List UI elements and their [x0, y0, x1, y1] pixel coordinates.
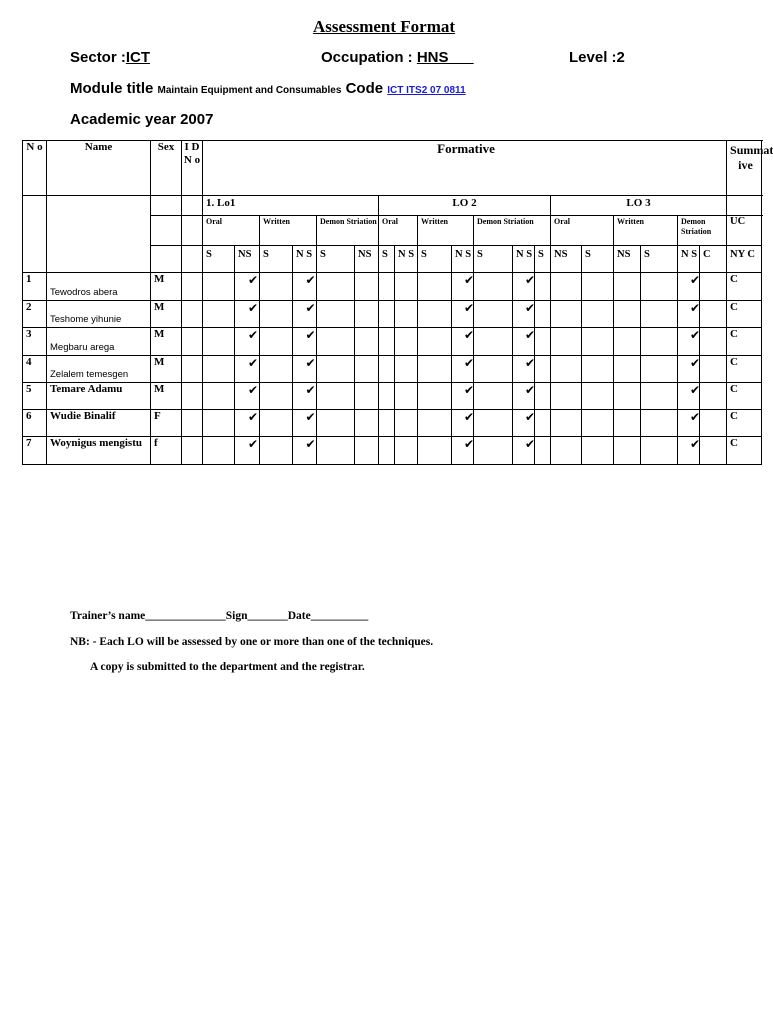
- sector-field: [70, 49, 150, 66]
- sub-ns: N S: [678, 246, 700, 273]
- occupation-label: Occupation :: [321, 49, 417, 66]
- empty-cell: [317, 437, 355, 465]
- check-mark: ✔: [452, 410, 474, 437]
- empty-cell: [203, 301, 235, 328]
- empty-cell: [614, 437, 641, 465]
- empty-cell: [418, 328, 452, 356]
- empty-cell: [551, 273, 582, 301]
- empty-cell: [418, 356, 452, 383]
- check-mark: ✔: [235, 301, 260, 328]
- empty-cell: [474, 383, 513, 410]
- empty-cell: [551, 410, 582, 437]
- empty-cell: [641, 437, 678, 465]
- result-competent: C: [727, 410, 762, 437]
- check-mark: ✔: [678, 301, 700, 328]
- header-blank-id2: [182, 216, 203, 246]
- check-mark: ✔: [293, 410, 317, 437]
- student-name: Megbaru arega: [47, 328, 151, 356]
- empty-cell: [582, 410, 614, 437]
- check-mark: ✔: [293, 437, 317, 465]
- lo3-oral: Oral: [551, 216, 614, 246]
- empty-cell: [641, 410, 678, 437]
- sub-s: S: [203, 246, 235, 273]
- check-mark: ✔: [235, 383, 260, 410]
- header-name: Name: [47, 141, 151, 196]
- student-sex: M: [151, 273, 182, 301]
- empty-cell: [260, 356, 293, 383]
- student-id: [182, 301, 203, 328]
- empty-cell: [260, 383, 293, 410]
- student-name: Temare Adamu: [47, 383, 151, 410]
- empty-cell: [379, 273, 395, 301]
- empty-cell: [418, 410, 452, 437]
- sub-s: S: [535, 246, 551, 273]
- empty-cell: [474, 410, 513, 437]
- row-number: 7: [23, 437, 47, 465]
- empty-cell: [203, 273, 235, 301]
- lo1-written: Written: [260, 216, 317, 246]
- lo3-written: Written: [614, 216, 678, 246]
- student-name: Tewodros abera: [47, 273, 151, 301]
- empty-cell: [551, 301, 582, 328]
- empty-cell: [418, 301, 452, 328]
- sub-s: S: [582, 246, 614, 273]
- lo1-demon: Demon Striation: [317, 216, 379, 246]
- empty-cell: [260, 437, 293, 465]
- header-blank-sex3: [151, 246, 182, 273]
- sub-s: S: [379, 246, 395, 273]
- sub-s: S: [418, 246, 452, 273]
- row-number: 6: [23, 410, 47, 437]
- empty-cell: [474, 356, 513, 383]
- header-lo3: LO 3: [551, 196, 727, 216]
- empty-cell: [641, 356, 678, 383]
- check-mark: ✔: [513, 273, 535, 301]
- table-row: [23, 383, 762, 410]
- level-field: Level :2: [569, 49, 625, 66]
- check-mark: ✔: [452, 273, 474, 301]
- header-blank-id: [182, 196, 203, 216]
- sub-ns: N S: [395, 246, 418, 273]
- check-mark: ✔: [678, 383, 700, 410]
- sub-c: C: [700, 246, 727, 273]
- check-mark: ✔: [235, 328, 260, 356]
- empty-cell: [551, 437, 582, 465]
- empty-cell: [700, 328, 727, 356]
- check-mark: ✔: [452, 356, 474, 383]
- row-number: 3: [23, 328, 47, 356]
- lo2-oral: Oral: [379, 216, 418, 246]
- check-mark: ✔: [293, 356, 317, 383]
- sub-s: S: [474, 246, 513, 273]
- row-number: 1: [23, 273, 47, 301]
- empty-cell: [395, 273, 418, 301]
- empty-cell: [203, 356, 235, 383]
- empty-cell: [395, 328, 418, 356]
- check-mark: ✔: [293, 273, 317, 301]
- empty-cell: [551, 356, 582, 383]
- header-no: N o: [23, 141, 47, 196]
- header-idno: I D N o: [182, 141, 203, 196]
- empty-cell: [395, 383, 418, 410]
- row-number: 2: [23, 301, 47, 328]
- empty-cell: [203, 328, 235, 356]
- empty-cell: [614, 273, 641, 301]
- check-mark: ✔: [452, 383, 474, 410]
- header-sex: Sex: [151, 141, 182, 196]
- result-competent: C: [727, 301, 762, 328]
- empty-cell: [614, 383, 641, 410]
- table-row: [23, 356, 762, 383]
- sector-label: Sector :: [70, 49, 126, 66]
- check-mark: ✔: [513, 328, 535, 356]
- empty-cell: [700, 301, 727, 328]
- empty-cell: [614, 328, 641, 356]
- header-summative: Summat ive: [727, 141, 762, 196]
- empty-cell: [395, 301, 418, 328]
- empty-cell: [535, 273, 551, 301]
- check-mark: ✔: [513, 383, 535, 410]
- empty-cell: [700, 437, 727, 465]
- empty-cell: [317, 328, 355, 356]
- empty-cell: [535, 410, 551, 437]
- empty-cell: [395, 356, 418, 383]
- empty-cell: [614, 410, 641, 437]
- student-name: Wudie Binalif: [47, 410, 151, 437]
- student-sex: M: [151, 356, 182, 383]
- result-competent: C: [727, 356, 762, 383]
- empty-cell: [203, 383, 235, 410]
- empty-cell: [700, 356, 727, 383]
- table-row: [23, 301, 762, 328]
- table-row: [23, 410, 762, 437]
- sub-ns: N S: [293, 246, 317, 273]
- empty-cell: [551, 383, 582, 410]
- result-competent: C: [727, 273, 762, 301]
- table-row: [23, 273, 762, 301]
- sub-ns: NS: [235, 246, 260, 273]
- empty-cell: [418, 383, 452, 410]
- empty-cell: [641, 328, 678, 356]
- row-number: 5: [23, 383, 47, 410]
- document-title: Assessment Format: [312, 17, 456, 36]
- empty-cell: [641, 383, 678, 410]
- empty-cell: [582, 301, 614, 328]
- empty-cell: [535, 328, 551, 356]
- empty-cell: [260, 301, 293, 328]
- empty-cell: [535, 437, 551, 465]
- sub-ns: NS: [355, 246, 379, 273]
- empty-cell: [355, 328, 379, 356]
- check-mark: ✔: [678, 273, 700, 301]
- empty-cell: [203, 437, 235, 465]
- empty-cell: [355, 301, 379, 328]
- empty-cell: [395, 410, 418, 437]
- sub-ns: N S: [513, 246, 535, 273]
- table-row: [23, 437, 762, 465]
- check-mark: ✔: [235, 410, 260, 437]
- header-blank-id3: [182, 246, 203, 273]
- empty-cell: [355, 273, 379, 301]
- header-lo2: LO 2: [379, 196, 551, 216]
- result-competent: C: [727, 437, 762, 465]
- assessment-table: [22, 140, 773, 465]
- empty-cell: [614, 301, 641, 328]
- lo1-oral: Oral: [203, 216, 260, 246]
- check-mark: ✔: [293, 328, 317, 356]
- header-uc: UC: [727, 216, 762, 246]
- nb-note: NB: - Each LO will be assessed by one or more than one of the techniques.: [70, 636, 434, 648]
- result-competent: C: [727, 383, 762, 410]
- sub-ns: NS: [551, 246, 582, 273]
- empty-cell: [582, 437, 614, 465]
- student-id: [182, 410, 203, 437]
- student-name: Zelalem temesgen: [47, 356, 151, 383]
- empty-cell: [260, 273, 293, 301]
- check-mark: ✔: [513, 301, 535, 328]
- empty-cell: [379, 328, 395, 356]
- sector-value: ICT: [125, 49, 151, 66]
- copy-note: A copy is submitted to the department and the registrar.: [90, 661, 365, 673]
- check-mark: ✔: [678, 410, 700, 437]
- empty-cell: [317, 356, 355, 383]
- student-name: Teshome yihunie: [47, 301, 151, 328]
- empty-cell: [379, 356, 395, 383]
- header-blank-summ: [727, 196, 762, 216]
- empty-cell: [355, 383, 379, 410]
- empty-cell: [203, 410, 235, 437]
- header-blank-name: [47, 196, 151, 273]
- sub-ns: NS: [614, 246, 641, 273]
- empty-cell: [395, 437, 418, 465]
- empty-cell: [535, 356, 551, 383]
- check-mark: ✔: [513, 356, 535, 383]
- empty-cell: [582, 273, 614, 301]
- empty-cell: [379, 383, 395, 410]
- result-competent: C: [727, 328, 762, 356]
- empty-cell: [582, 356, 614, 383]
- code-label: Code: [345, 80, 384, 97]
- check-mark: ✔: [235, 273, 260, 301]
- check-mark: ✔: [513, 437, 535, 465]
- lo2-written: Written: [418, 216, 474, 246]
- header-blank-no: [23, 196, 47, 273]
- check-mark: ✔: [293, 383, 317, 410]
- empty-cell: [474, 301, 513, 328]
- empty-cell: [317, 301, 355, 328]
- student-id: [182, 383, 203, 410]
- empty-cell: [535, 383, 551, 410]
- student-id: [182, 273, 203, 301]
- empty-cell: [582, 328, 614, 356]
- empty-cell: [379, 410, 395, 437]
- code-link[interactable]: ICT ITS2 07 0811: [387, 85, 466, 96]
- occupation-value: HNS___: [416, 49, 474, 66]
- check-mark: ✔: [678, 356, 700, 383]
- sub-nyc: NY C: [727, 246, 762, 273]
- empty-cell: [355, 356, 379, 383]
- empty-cell: [474, 437, 513, 465]
- sub-ns: N S: [452, 246, 474, 273]
- trainer-signature-line: Trainer’s name______________Sign_______Date__________: [70, 610, 369, 622]
- empty-cell: [614, 356, 641, 383]
- empty-cell: [700, 273, 727, 301]
- student-sex: F: [151, 410, 182, 437]
- student-name: Woynigus mengistu: [47, 437, 151, 465]
- header-lo1: 1. Lo1: [203, 196, 379, 216]
- check-mark: ✔: [452, 437, 474, 465]
- check-mark: ✔: [678, 437, 700, 465]
- check-mark: ✔: [235, 356, 260, 383]
- check-mark: ✔: [235, 437, 260, 465]
- empty-cell: [355, 437, 379, 465]
- check-mark: ✔: [678, 328, 700, 356]
- empty-cell: [641, 301, 678, 328]
- empty-cell: [535, 301, 551, 328]
- occupation-field: [321, 49, 474, 66]
- empty-cell: [260, 328, 293, 356]
- empty-cell: [355, 410, 379, 437]
- student-sex: f: [151, 437, 182, 465]
- sub-s: S: [260, 246, 293, 273]
- module-field: [70, 80, 466, 97]
- empty-cell: [317, 273, 355, 301]
- lo2-demon: Demon Striation: [474, 216, 551, 246]
- empty-cell: [582, 383, 614, 410]
- module-label: Module title: [70, 80, 154, 97]
- empty-cell: [700, 383, 727, 410]
- sub-s: S: [641, 246, 678, 273]
- header-blank-sex: [151, 196, 182, 216]
- empty-cell: [418, 437, 452, 465]
- academic-year: Academic year 2007: [70, 111, 214, 128]
- header-blank-sex2: [151, 216, 182, 246]
- table-row: [23, 328, 762, 356]
- check-mark: ✔: [513, 410, 535, 437]
- student-id: [182, 328, 203, 356]
- empty-cell: [317, 383, 355, 410]
- student-sex: M: [151, 383, 182, 410]
- check-mark: ✔: [452, 328, 474, 356]
- module-value: Maintain Equipment and Consumables: [157, 85, 342, 96]
- lo3-demon: Demon Striation: [678, 216, 727, 246]
- empty-cell: [418, 273, 452, 301]
- student-id: [182, 356, 203, 383]
- check-mark: ✔: [293, 301, 317, 328]
- empty-cell: [474, 273, 513, 301]
- empty-cell: [474, 328, 513, 356]
- student-id: [182, 437, 203, 465]
- empty-cell: [641, 273, 678, 301]
- empty-cell: [260, 410, 293, 437]
- sub-s: S: [317, 246, 355, 273]
- empty-cell: [700, 410, 727, 437]
- empty-cell: [379, 437, 395, 465]
- empty-cell: [379, 301, 395, 328]
- student-sex: M: [151, 301, 182, 328]
- student-sex: M: [151, 328, 182, 356]
- check-mark: ✔: [452, 301, 474, 328]
- empty-cell: [551, 328, 582, 356]
- header-formative: Formative: [203, 141, 727, 196]
- row-number: 4: [23, 356, 47, 383]
- empty-cell: [317, 410, 355, 437]
